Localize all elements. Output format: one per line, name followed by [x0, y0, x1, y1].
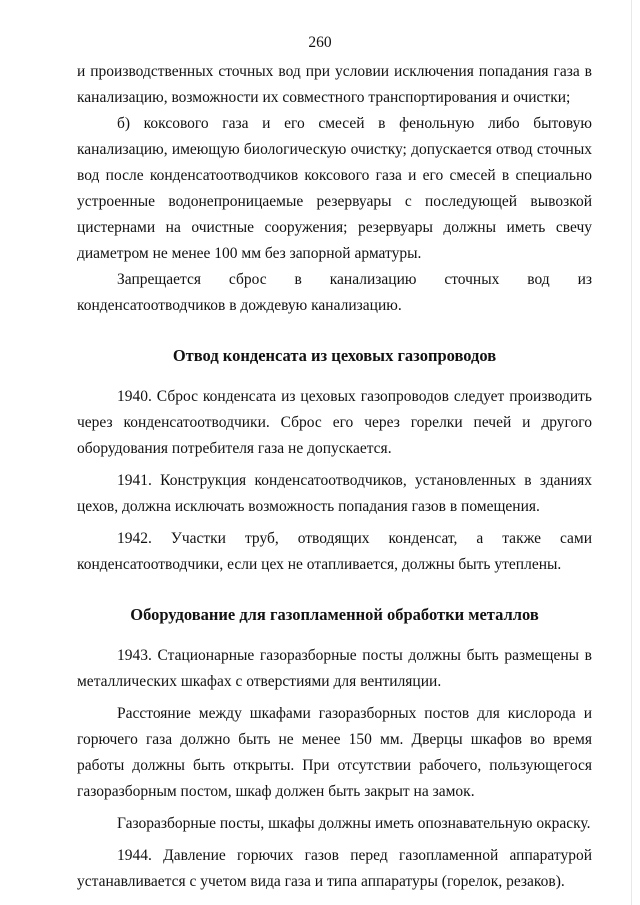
- paragraph-identification-color: Газоразборные посты, шкафы должны иметь опознавательную окраску.: [117, 815, 591, 832]
- paragraph-cabinet-distance: Расстояние между шкафами газоразборных постов для кислорода и горючего газа должно быть не менее 150 мм. Дверцы шкафов во время работы должны быть открыты. При отсутствии рабочего, пользующегося газоразборным постом, шкаф должен быть закрыт на замок.: [77, 705, 592, 800]
- clause-1940: 1940. Сброс конденсата из цеховых газопроводов следует производить через конденсатоотводчики. Сброс его через горелки печей и другого оборудования потребителя газа не допускается.: [77, 388, 592, 457]
- document-body: [77, 59, 592, 895]
- paragraph-discharge-prohibition: Запрещается сброс в канализацию сточных вод из конденсатоотводчиков в дождевую канализацию.: [77, 271, 592, 314]
- section-heading-condensate: Отвод конденсата из цеховых газопроводов: [172, 346, 497, 365]
- scan-edge-line: [631, 0, 632, 905]
- clause-1941: 1941. Конструкция конденсатоотводчиков, установленных в зданиях цехов, должна исключать возможность попадания газов в помещения.: [77, 472, 592, 515]
- clause-1942: 1942. Участки труб, отводящих конденсат, а также сами конденсатоотводчики, если цех не отапливается, должны быть утеплены.: [77, 530, 592, 573]
- page-number: 260: [308, 34, 332, 51]
- section-heading-gas-flame-equipment: Оборудование для газопламенной обработки металлов: [130, 605, 539, 624]
- paragraph-continuation: и производственных сточных вод при условии исключения попадания газа в канализацию, возможности их совместного транспортирования и очистки;: [77, 63, 592, 106]
- clause-1943: 1943. Стационарные газоразборные посты должны быть размещены в металлических шкафах с отверстиями для вентиляции.: [77, 647, 592, 690]
- clause-1944: 1944. Давление горючих газов перед газопламенной аппаратурой устанавливается с учетом вида газа и типа аппаратуры (горелок, резаков).: [77, 847, 592, 890]
- paragraph-coke-gas: б) коксового газа и его смесей в фенольную либо бытовую канализацию, имеющую биологическую очистку; допускается отвод сточных вод после конденсатоотводчиков коксового газа и его смесей в специально устроенные водонепроницаемые резервуары с последующей вывозкой цистернами на очистные сооружения; резервуары должны иметь свечу диаметром не менее 100 мм без запорной арматуры.: [77, 115, 592, 262]
